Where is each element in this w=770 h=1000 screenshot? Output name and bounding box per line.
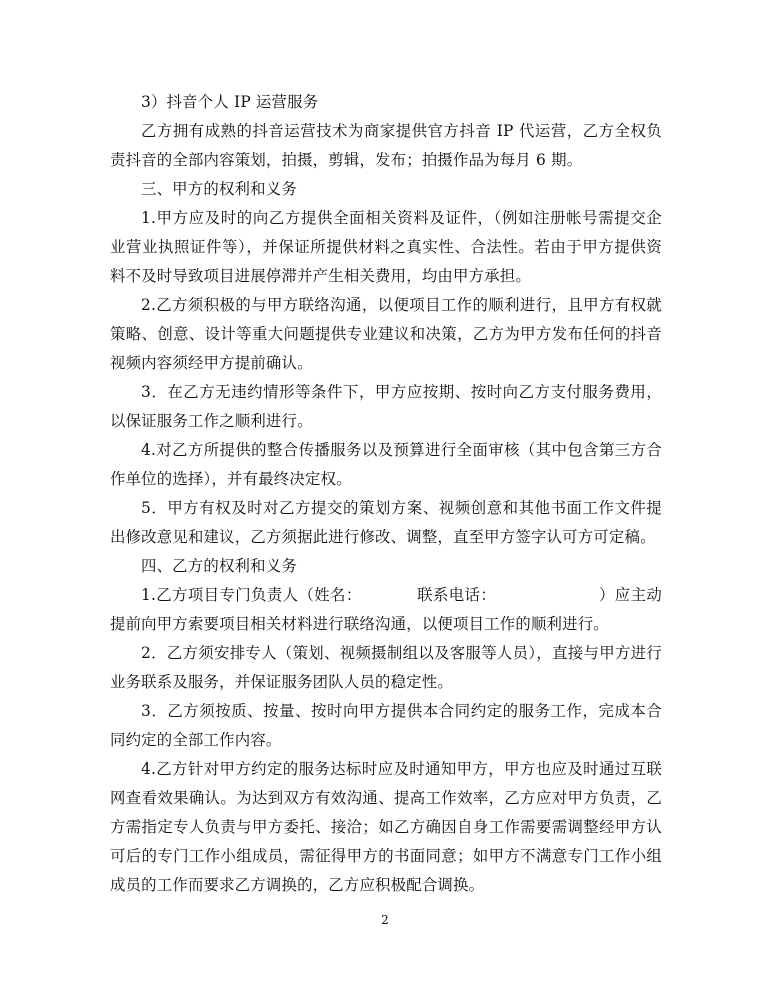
paragraph-party-b-clause-2: 2．乙方须安排专人（策划、视频摄制组以及客服等人员），直接与甲方进行业务联系及服务，并保证服务团队人员的稳定性。 <box>110 644 662 691</box>
paragraph-party-a-clause-1: 1.甲方应及时的向乙方提供全面相关资料及证件，（例如注册帐号需提交企业营业执照证件等），并保证所提供材料之真实性、合法性。若由于甲方提供资料不及时导致项目进展停滞并产生相关费用，均由甲方承担。 <box>110 209 662 285</box>
document-body <box>110 88 662 900</box>
paragraph-party-a-clause-2: 2.乙方须积极的与甲方联络沟通，以便项目工作的顺利进行，且甲方有权就策略、创意、设计等重大问题提供专业建议和决策，乙方为甲方发布任何的抖音视频内容须经甲方提前确认。 <box>110 296 662 372</box>
paragraph-party-a-clause-4: 4.对乙方所提供的整合传播服务以及预算进行全面审核（其中包含第三方合作单位的选择），并有最终决定权。 <box>110 441 662 488</box>
paragraph-party-b-clause-4: 4.乙方针对甲方约定的服务达标时应及时通知甲方，甲方也应及时通过互联网查看效果确认。为达到双方有效沟通、提高工作效率，乙方应对甲方负责，乙方需指定专人负责与甲方委托、接洽；如乙方确因自身工作需要需调整经甲方认可后的专门工作小组成员，需征得甲方的书面同意；如甲方不满意专门工作小组成员的工作而要求乙方调换的，乙方应积极配合调换。 <box>110 760 662 894</box>
subsection-heading-douyin-ip: 3）抖音个人 IP 运营服务 <box>141 93 319 111</box>
paragraph-party-b-clause-1: 1.乙方项目专门负责人（姓名： 联系电话： ）应主动提前向甲方索要项目相关材料进行联络沟通，以便项目工作的顺利进行。 <box>110 586 662 633</box>
paragraph-party-b-clause-3: 3．乙方须按质、按量、按时向甲方提供本合同约定的服务工作，完成本合同约定的全部工作内容。 <box>110 702 662 749</box>
paragraph-party-a-clause-5: 5．甲方有权及时对乙方提交的策划方案、视频创意和其他书面工作文件提出修改意见和建议，乙方须据此进行修改、调整，直至甲方签字认可方可定稿。 <box>110 499 662 546</box>
section-heading-party-a-rights: 三、甲方的权利和义务 <box>141 180 297 198</box>
paragraph-party-a-clause-3: 3．在乙方无违约情形等条件下，甲方应按期、按时向乙方支付服务费用，以保证服务工作之顺利进行。 <box>110 383 662 430</box>
section-heading-party-b-rights: 四、乙方的权利和义务 <box>141 557 297 575</box>
page-number: 2 <box>381 913 389 927</box>
paragraph-douyin-ip-service: 乙方拥有成熟的抖音运营技术为商家提供官方抖音 IP 代运营，乙方全权负责抖音的全部内容策划，拍摄，剪辑，发布；拍摄作品为每月 6 期。 <box>110 122 662 169</box>
